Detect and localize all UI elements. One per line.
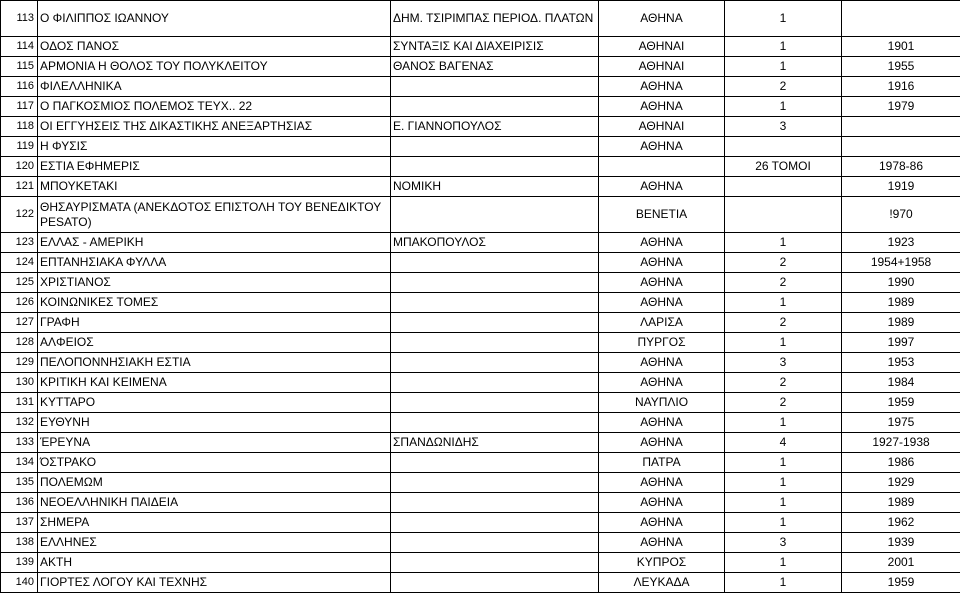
issues-cell[interactable]: 1 xyxy=(725,513,842,533)
title-cell[interactable]: ΑΚΤΗ xyxy=(38,553,391,573)
table-row xyxy=(1,353,960,373)
title-cell[interactable]: ΠΕΛΟΠΟΝΝΗΣΙΑΚΗ ΕΣΤΙΑ xyxy=(38,353,391,373)
table-row xyxy=(1,553,960,573)
row-number-cell[interactable]: 130 xyxy=(1,373,38,393)
author-cell[interactable] xyxy=(391,197,599,233)
title-cell[interactable]: ΜΠΟΥΚΕΤΑΚΙ xyxy=(38,177,391,197)
author-cell[interactable] xyxy=(391,573,599,593)
table-row xyxy=(1,333,960,353)
year-cell[interactable]: 1962 xyxy=(842,513,960,533)
author-cell[interactable] xyxy=(391,413,599,433)
title-cell[interactable]: ΧΡΙΣΤΙΑΝΟΣ xyxy=(38,273,391,293)
row-number-cell[interactable]: 119 xyxy=(1,137,38,157)
year-cell[interactable] xyxy=(842,137,960,157)
row-number-cell[interactable]: 134 xyxy=(1,453,38,473)
issues-cell[interactable]: 1 xyxy=(725,493,842,513)
author-cell[interactable] xyxy=(391,157,599,177)
city-cell[interactable]: ΑΘΗΝΑ xyxy=(599,533,725,553)
row-number-cell[interactable]: 127 xyxy=(1,313,38,333)
table-row xyxy=(1,293,960,313)
row-number-cell[interactable]: 117 xyxy=(1,97,38,117)
title-cell[interactable]: ΕΣΤΙΑ ΕΦΗΜΕΡΙΣ xyxy=(38,157,391,177)
issues-cell[interactable]: 1 xyxy=(725,553,842,573)
year-cell[interactable]: 1959 xyxy=(842,573,960,593)
row-number-cell[interactable]: 118 xyxy=(1,117,38,137)
author-cell[interactable] xyxy=(391,393,599,413)
table-row xyxy=(1,493,960,513)
title-cell[interactable]: ΟΙ ΕΓΓΥΗΣΕΙΣ ΤΗΣ ΔΙΚΑΣΤΙΚΗΣ ΑΝΕΞΑΡΤΗΣΙΑΣ xyxy=(38,117,391,137)
table-row xyxy=(1,117,960,137)
year-cell[interactable]: 1923 xyxy=(842,233,960,253)
table-row xyxy=(1,373,960,393)
author-cell[interactable]: ΜΠΑΚΟΠΟΥΛΟΣ xyxy=(391,233,599,253)
row-number-cell[interactable]: 125 xyxy=(1,273,38,293)
author-cell[interactable]: ΣΠΑΝΔΩΝΙΔΗΣ xyxy=(391,433,599,453)
table-row xyxy=(1,273,960,293)
issues-cell[interactable]: 1 xyxy=(725,1,842,37)
city-cell[interactable]: ΑΘΗΝΑ xyxy=(599,177,725,197)
city-cell[interactable] xyxy=(599,157,725,177)
table-row xyxy=(1,177,960,197)
issues-cell[interactable]: 2 xyxy=(725,373,842,393)
row-number-cell[interactable]: 116 xyxy=(1,77,38,97)
table-row xyxy=(1,1,960,37)
year-cell[interactable]: 1989 xyxy=(842,493,960,513)
issues-cell[interactable]: 2 xyxy=(725,393,842,413)
issues-cell[interactable]: 1 xyxy=(725,413,842,433)
row-number-cell[interactable]: 114 xyxy=(1,37,38,57)
title-cell[interactable]: ΑΛΦΕΙΟΣ xyxy=(38,333,391,353)
title-cell[interactable]: ΕΛΛΑΣ - ΑΜΕΡΙΚΗ xyxy=(38,233,391,253)
row-number-cell[interactable]: 115 xyxy=(1,57,38,77)
issues-cell[interactable]: 2 xyxy=(725,273,842,293)
title-cell[interactable]: ΓΡΑΦΗ xyxy=(38,313,391,333)
author-cell[interactable] xyxy=(391,553,599,573)
title-cell[interactable]: ΣΗΜΕΡΑ xyxy=(38,513,391,533)
table-row xyxy=(1,253,960,273)
title-cell[interactable]: ΝΕΟΕΛΛΗΝΙΚΗ ΠΑΙΔΕΙΑ xyxy=(38,493,391,513)
issues-cell[interactable]: 3 xyxy=(725,353,842,373)
year-cell[interactable]: 1984 xyxy=(842,373,960,393)
row-number-cell[interactable]: 123 xyxy=(1,233,38,253)
city-cell[interactable]: ΑΘΗΝΑ xyxy=(599,97,725,117)
year-cell[interactable]: 1979 xyxy=(842,97,960,117)
table-row xyxy=(1,77,960,97)
city-cell[interactable]: ΠΥΡΓΟΣ xyxy=(599,333,725,353)
author-cell[interactable] xyxy=(391,353,599,373)
author-cell[interactable]: ΔΗΜ. ΤΣΙΡΙΜΠΑΣ ΠΕΡΙΟΔ. ΠΛΑΤΩΝ xyxy=(391,1,599,37)
author-cell[interactable] xyxy=(391,493,599,513)
issues-cell[interactable]: 2 xyxy=(725,313,842,333)
table-row xyxy=(1,573,960,593)
row-number-cell[interactable]: 124 xyxy=(1,253,38,273)
author-cell[interactable]: ΝΟΜΙΚΗ xyxy=(391,177,599,197)
city-cell[interactable]: ΑΘΗΝΑ xyxy=(599,293,725,313)
author-cell[interactable] xyxy=(391,293,599,313)
row-number-cell[interactable]: 120 xyxy=(1,157,38,177)
author-cell[interactable]: ΣΥΝΤΑΞΙΣ ΚΑΙ ΔΙΑΧΕΙΡΙΣΙΣ xyxy=(391,37,599,57)
city-cell[interactable]: ΑΘΗΝΑΙ xyxy=(599,117,725,137)
year-cell[interactable]: 1959 xyxy=(842,393,960,413)
year-cell[interactable]: 1927-1938 xyxy=(842,433,960,453)
issues-cell[interactable]: 3 xyxy=(725,117,842,137)
city-cell[interactable]: ΛΑΡΙΣΑ xyxy=(599,313,725,333)
row-number-cell[interactable]: 140 xyxy=(1,573,38,593)
title-cell[interactable]: ΦΙΛΕΛΛΗΝΙΚΑ xyxy=(38,77,391,97)
table-row xyxy=(1,233,960,253)
issues-cell[interactable]: 26 ΤΟΜΟΙ xyxy=(725,157,842,177)
city-cell[interactable]: ΑΘΗΝΑ xyxy=(599,473,725,493)
table-row xyxy=(1,313,960,333)
issues-cell[interactable]: 1 xyxy=(725,233,842,253)
title-cell[interactable]: ΈΡΕΥΝΑ xyxy=(38,433,391,453)
table-row xyxy=(1,473,960,493)
row-number-cell[interactable]: 139 xyxy=(1,553,38,573)
city-cell[interactable]: ΑΘΗΝΑ xyxy=(599,433,725,453)
issues-cell[interactable]: 1 xyxy=(725,453,842,473)
city-cell[interactable]: ΑΘΗΝΑ xyxy=(599,353,725,373)
title-cell[interactable]: ΚΟΙΝΩΝΙΚΕΣ ΤΟΜΕΣ xyxy=(38,293,391,313)
year-cell[interactable]: 1989 xyxy=(842,293,960,313)
issues-cell[interactable]: 1 xyxy=(725,573,842,593)
issues-cell[interactable]: 1 xyxy=(725,57,842,77)
year-cell[interactable]: 1975 xyxy=(842,413,960,433)
year-cell[interactable]: 1929 xyxy=(842,473,960,493)
issues-cell[interactable]: 1 xyxy=(725,293,842,313)
table-row xyxy=(1,197,960,233)
table-row xyxy=(1,57,960,77)
table-row xyxy=(1,413,960,433)
city-cell[interactable]: ΑΘΗΝΑ xyxy=(599,373,725,393)
table-row xyxy=(1,157,960,177)
author-cell[interactable] xyxy=(391,513,599,533)
row-number-cell[interactable]: 138 xyxy=(1,533,38,553)
title-cell[interactable]: ΘΗΣΑΥΡΙΣΜΑΤΑ (ΑΝΕΚΔΟΤΟΣ ΕΠΙΣΤΟΛΗ ΤΟΥ ΒΕΝΕΔΙΚΤΟΥ PESATO) xyxy=(38,197,391,233)
city-cell[interactable]: ΑΘΗΝΑ xyxy=(599,1,725,37)
row-number-cell[interactable]: 137 xyxy=(1,513,38,533)
issues-cell[interactable] xyxy=(725,177,842,197)
title-cell[interactable]: ΑΡΜΟΝΙΑ Η ΘΟΛΟΣ ΤΟΥ ΠΟΛΥΚΛΕΙΤΟΥ xyxy=(38,57,391,77)
row-number-cell[interactable]: 132 xyxy=(1,413,38,433)
issues-cell[interactable]: 2 xyxy=(725,77,842,97)
title-cell[interactable]: ΌΣΤΡΑΚΟ xyxy=(38,453,391,473)
title-cell[interactable]: ΕΥΘΥΝΗ xyxy=(38,413,391,433)
table-row xyxy=(1,513,960,533)
issues-cell[interactable]: 2 xyxy=(725,253,842,273)
author-cell[interactable] xyxy=(391,77,599,97)
issues-cell[interactable]: 1 xyxy=(725,97,842,117)
city-cell[interactable]: ΑΘΗΝΑ xyxy=(599,253,725,273)
title-cell[interactable]: Ο ΦΙΛΙΠΠΟΣ ΙΩΑΝΝΟΥ xyxy=(38,1,391,37)
author-cell[interactable] xyxy=(391,97,599,117)
author-cell[interactable] xyxy=(391,313,599,333)
table-row xyxy=(1,137,960,157)
author-cell[interactable] xyxy=(391,253,599,273)
city-cell[interactable]: ΒΕΝΕΤΙΑ xyxy=(599,197,725,233)
issues-cell[interactable] xyxy=(725,197,842,233)
row-number-cell[interactable]: 122 xyxy=(1,197,38,233)
table-row xyxy=(1,393,960,413)
city-cell[interactable]: ΑΘΗΝΑ xyxy=(599,513,725,533)
year-cell[interactable]: 1953 xyxy=(842,353,960,373)
issues-cell[interactable] xyxy=(725,137,842,157)
year-cell[interactable] xyxy=(842,1,960,37)
row-number-cell[interactable]: 135 xyxy=(1,473,38,493)
city-cell[interactable]: ΑΘΗΝΑ xyxy=(599,273,725,293)
title-cell[interactable]: ΓΙΟΡΤΕΣ ΛΟΓΟΥ ΚΑΙ ΤΕΧΝΗΣ xyxy=(38,573,391,593)
city-cell[interactable]: ΑΘΗΝΑΙ xyxy=(599,37,725,57)
author-cell[interactable] xyxy=(391,453,599,473)
table-row xyxy=(1,97,960,117)
table-body xyxy=(1,1,960,593)
title-cell[interactable]: ΕΠΤΑΝΗΣΙΑΚΑ ΦΥΛΛΑ xyxy=(38,253,391,273)
city-cell[interactable]: ΑΘΗΝΑΙ xyxy=(599,57,725,77)
year-cell[interactable]: 1901 xyxy=(842,37,960,57)
issues-cell[interactable]: 1 xyxy=(725,473,842,493)
row-number-cell[interactable]: 129 xyxy=(1,353,38,373)
row-number-cell[interactable]: 131 xyxy=(1,393,38,413)
city-cell[interactable]: ΝΑΥΠΛΙΟ xyxy=(599,393,725,413)
year-cell[interactable]: 1954+1958 xyxy=(842,253,960,273)
city-cell[interactable]: ΑΘΗΝΑ xyxy=(599,233,725,253)
year-cell[interactable]: 1939 xyxy=(842,533,960,553)
issues-cell[interactable]: 1 xyxy=(725,333,842,353)
author-cell[interactable] xyxy=(391,273,599,293)
year-cell[interactable] xyxy=(842,117,960,137)
title-cell[interactable]: ΚΡΙΤΙΚΗ ΚΑΙ ΚΕΙΜΕΝΑ xyxy=(38,373,391,393)
year-cell[interactable]: 1978-86 xyxy=(842,157,960,177)
city-cell[interactable]: ΚΥΠΡΟΣ xyxy=(599,553,725,573)
row-number-cell[interactable]: 128 xyxy=(1,333,38,353)
title-cell[interactable]: ΟΔΟΣ ΠΑΝΟΣ xyxy=(38,37,391,57)
table-row xyxy=(1,533,960,553)
city-cell[interactable]: ΑΘΗΝΑ xyxy=(599,77,725,97)
row-number-cell[interactable]: 121 xyxy=(1,177,38,197)
author-cell[interactable]: Ε. ΓΙΑΝΝΟΠΟΥΛΟΣ xyxy=(391,117,599,137)
issues-cell[interactable]: 4 xyxy=(725,433,842,453)
author-cell[interactable]: ΘΑΝΟΣ ΒΑΓΕΝΑΣ xyxy=(391,57,599,77)
year-cell[interactable]: !970 xyxy=(842,197,960,233)
year-cell[interactable]: 1989 xyxy=(842,313,960,333)
table-row xyxy=(1,453,960,473)
issues-cell[interactable]: 1 xyxy=(725,37,842,57)
title-cell[interactable]: Ο ΠΑΓΚΟΣΜΙΟΣ ΠΟΛΕΜΟΣ ΤΕΥΧ.. 22 xyxy=(38,97,391,117)
row-number-cell[interactable]: 133 xyxy=(1,433,38,453)
row-number-cell[interactable]: 113 xyxy=(1,1,38,37)
city-cell[interactable]: ΑΘΗΝΑ xyxy=(599,493,725,513)
title-cell[interactable]: ΚΥΤΤΑΡΟ xyxy=(38,393,391,413)
row-number-cell[interactable]: 126 xyxy=(1,293,38,313)
row-number-cell[interactable]: 136 xyxy=(1,493,38,513)
year-cell[interactable]: 2001 xyxy=(842,553,960,573)
city-cell[interactable]: ΠΑΤΡΑ xyxy=(599,453,725,473)
year-cell[interactable]: 1997 xyxy=(842,333,960,353)
author-cell[interactable] xyxy=(391,333,599,353)
author-cell[interactable] xyxy=(391,373,599,393)
city-cell[interactable]: ΑΘΗΝΑ xyxy=(599,137,725,157)
year-cell[interactable]: 1986 xyxy=(842,453,960,473)
year-cell[interactable]: 1919 xyxy=(842,177,960,197)
table-row xyxy=(1,433,960,453)
title-cell[interactable]: ΕΛΛΗΝΕΣ xyxy=(38,533,391,553)
city-cell[interactable]: ΑΘΗΝΑ xyxy=(599,413,725,433)
author-cell[interactable] xyxy=(391,533,599,553)
author-cell[interactable] xyxy=(391,473,599,493)
city-cell[interactable]: ΛΕΥΚΑΔΑ xyxy=(599,573,725,593)
year-cell[interactable]: 1990 xyxy=(842,273,960,293)
title-cell[interactable]: ΠΟΛΕΜΩΜ xyxy=(38,473,391,493)
issues-cell[interactable]: 3 xyxy=(725,533,842,553)
table-row xyxy=(1,37,960,57)
year-cell[interactable]: 1916 xyxy=(842,77,960,97)
year-cell[interactable]: 1955 xyxy=(842,57,960,77)
title-cell[interactable]: Η ΦΥΣΙΣ xyxy=(38,137,391,157)
author-cell[interactable] xyxy=(391,137,599,157)
